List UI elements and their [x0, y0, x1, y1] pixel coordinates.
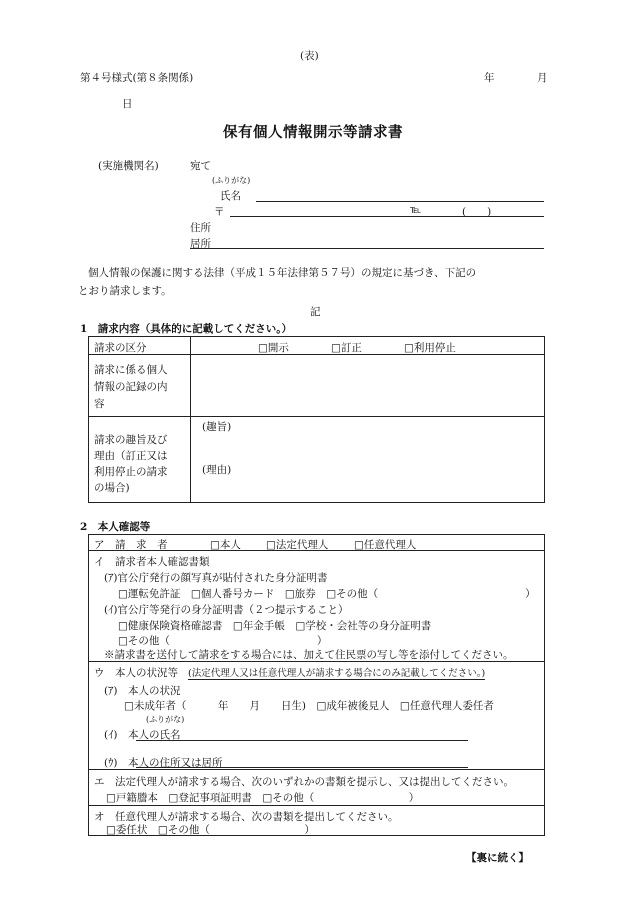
shushi-label: (趣旨) [202, 421, 232, 433]
person-name-line[interactable] [136, 740, 468, 741]
record-label-2: 情報の記録の内 [94, 381, 168, 393]
name-line[interactable] [256, 201, 544, 202]
ki-label: 記 [310, 306, 321, 318]
id-docs-a: (ｱ)官公庁発行の顔写真が貼付された身分証明書 [104, 572, 328, 584]
requester-self[interactable]: □本人 [210, 539, 241, 551]
address-line[interactable] [190, 248, 544, 249]
postal-line[interactable] [230, 216, 544, 217]
address-label: 住所 [190, 222, 211, 234]
riyu-label: (理由) [202, 464, 232, 476]
record-label-3: 容 [94, 398, 105, 410]
ate-label: 宛て [190, 160, 211, 172]
requester-voluntary[interactable]: □任意代理人 [354, 539, 417, 551]
section1-heading: 1 請求内容（具体的に記載してください。） [80, 323, 293, 335]
person-status-options[interactable]: □未成年者（ 年 月 日生) □成年被後見人 □任意代理人委任者 [124, 700, 494, 712]
id-docs-b-options[interactable]: □健康保険資格確認書 □年金手帳 □学校・会社等の身分証明書 [118, 620, 432, 632]
intro-line2: とおり請求します。 [78, 285, 172, 297]
purpose-label-1: 請求の趣旨及び [94, 434, 168, 446]
name-furigana: (ふりがな) [212, 176, 251, 185]
requester-label: ア 請 求 者 [94, 539, 168, 551]
date-day: 日 [122, 98, 133, 110]
purpose-label-3: 利用停止の請求 [94, 466, 168, 478]
purpose-label-4: の場合) [94, 482, 130, 494]
tel-paren: ( ) [462, 206, 492, 218]
option-stop[interactable]: □利用停止 [404, 342, 456, 354]
date-year: 年 [484, 72, 495, 84]
legal-agent-title: エ 法定代理人が請求する場合、次のいずれかの書類を提示し、又は提出してください。 [94, 776, 514, 788]
section2-heading: 2 本人確認等 [80, 521, 151, 533]
person-furigana: (ふりがな) [146, 715, 185, 724]
agency-label: (実施機関名) [98, 160, 159, 172]
purpose-label-2: 理由（訂正又は [94, 450, 168, 462]
page-title: 保有個人情報開示等請求書 [223, 124, 403, 141]
requester-legal[interactable]: □法定代理人 [266, 539, 329, 551]
legal-agent-options[interactable]: □戸籍謄本 □登記事項証明書 □その他（ ） [106, 792, 420, 804]
id-docs-a-options[interactable]: □運転免許証 □個人番号カード □旅券 □その他（ ） [118, 588, 536, 600]
continue-label: 【裏に続く】 [466, 852, 529, 864]
person-address-line[interactable] [136, 767, 468, 768]
voluntary-agent-title: オ 任意代理人が請求する場合、次の書類を提出してください。 [94, 811, 399, 823]
person-status-note: (法定代理人又は任意代理人が請求する場合にのみ記載してください。) [188, 665, 485, 680]
side-label: (表) [300, 50, 319, 62]
date-month: 月 [537, 72, 548, 84]
person-status-title: ウ 本人の状況等 [94, 667, 178, 679]
tel-mark: ℡ [410, 204, 422, 216]
residence-label: 居所 [190, 238, 211, 250]
option-disclose[interactable]: □開示 [258, 342, 289, 354]
kubun-label: 請求の区分 [94, 342, 147, 354]
id-docs-title: イ 請求者本人確認書類 [94, 556, 210, 568]
id-docs-note: ※請求書を送付して請求をする場合には、加えて住民票の写し等を添付してください。 [104, 649, 514, 661]
voluntary-agent-options[interactable]: □委任状 □その他（ ） [106, 824, 315, 836]
option-correct[interactable]: □訂正 [331, 342, 362, 354]
form-number: 第４号様式(第８条関係) [80, 72, 194, 84]
record-label-1: 請求に係る個人 [94, 364, 168, 376]
id-docs-b-other[interactable]: □その他（ ） [118, 635, 328, 647]
person-status-a: (ｱ) 本人の状況 [104, 685, 181, 697]
postal-mark: 〒 [214, 206, 225, 218]
intro-line1: 個人情報の保護に関する法律（平成１５年法律第５７号）の規定に基づき、下記の [88, 267, 477, 279]
person-address-label: (ｳ) 本人の住所又は居所 [104, 757, 223, 769]
person-name-label: (ｲ) 本人の氏名 [104, 729, 181, 741]
id-docs-b: (ｲ)官公庁等発行の身分証明書（２つ提示すること） [104, 604, 349, 616]
name-label: 氏名 [220, 190, 241, 202]
